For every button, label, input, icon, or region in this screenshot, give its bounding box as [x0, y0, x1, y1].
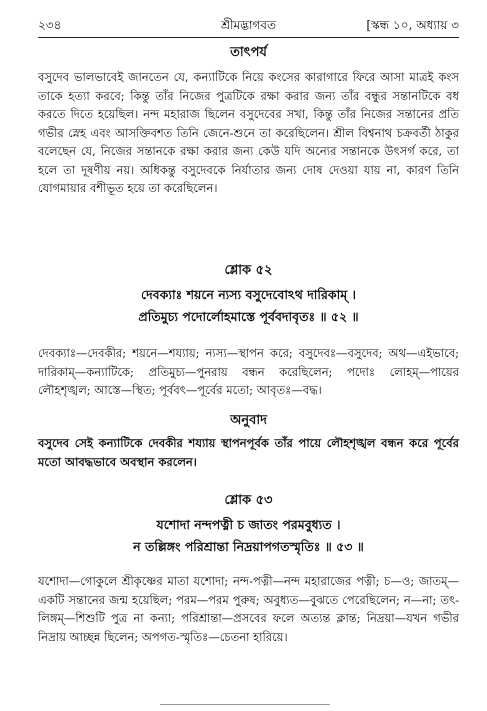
verse-53-synonyms: যশোদা—গোকুলে শ্রীকৃষ্ণের মাতা যশোদা; নন্দ-পত্নী—নন্দ মহারাজের পত্নী; চ—ও; জাতম্—একটি সন্তানের জন্ম হয়েছিল; পরম—পরম পুরুষ; অবুধ্যত—বুঝতে পেরেছিলেন; ন—না; তৎ-লিঙ্গম্—শিশুটি পুত্র না কন্যা; পরিশ্রান্তা—প্রসবের ফলে অত্যন্ত ক্লান্ত; নিদ্রয়া—যখন গভীর নিদ্রায় আচ্ছন্ন ছিলেন; অপগত-স্মৃতিঃ—চেতনা হারিয়ে। — [38, 574, 459, 644]
purport-text: বসুদেব ভালভাবেই জানতেন যে, কন্যাটিকে নিয়ে কংসের কারাগারে ফিরে আসা মাত্রই কংস তাকে হত্যা করবে; কিন্তু তাঁর নিজের পুত্রটিকে রক্ষা করার জন্য তাঁর বন্ধুর সন্তানটিকে বধ করতে দিতে হয়েছিল। নন্দ মহারাজ ছিলেন বসুদেবের সখা, কিন্তু তাঁর নিজের সন্তানের প্রতি গভীর স্নেহ এবং আসক্তিবশত তিনি জেনে-শুনে তা করেছিলেন। শ্রীল বিশ্বনাথ চক্রবর্তী ঠাকুর বলেছেন যে, নিজের সন্তানকে রক্ষা করার জন্য কেউ যদি অন্যের সন্তানকে উৎসর্গ করে, তা হলে তা দূষণীয় নয়। অধিকন্তু বসুদেবকে নির্যাতার জন্য দোষ দেওয়া যায় না, কারণ তিনি যোগমায়ার বশীভূত হয়ে তা করেছিলেন। — [38, 70, 459, 195]
purport-section — [38, 44, 459, 249]
bottom-divider — [160, 704, 330, 705]
verse-52-synonyms: দেবক্যাঃ—দেবকীর; শয়নে—শয্যায়; ন্যস্য—স্থাপন করে; বসুদেবঃ—বসুদেব; অথ—এইভাবে; দারিকাম্—কন্যাটিকে; প্রতিমুচ্য—পুনরায় বন্ধন করেছিলেন; পদোঃ লোহম্—পায়ের লৌহশৃঙ্খল; আস্তে—স্থিত; পূর্ববৎ—পূর্বের মতো; আবৃতঃ—বদ্ধ। — [38, 346, 459, 397]
verse-53-line-2: ন তল্লিঙ্গং পরিশ্রান্তা নিদ্রয়াপগতস্মৃতিঃ ॥ ৫৩ ॥ — [133, 539, 364, 554]
verse-52-heading: শ্লোক ৫২ — [224, 263, 273, 278]
page-number: ২৩৪ — [38, 18, 62, 32]
chapter-reference: [স্কন্ধ ১০, অধ্যায় ৩ — [366, 18, 459, 32]
translation-52-heading: অনুবাদ — [230, 413, 267, 428]
header-rule — [38, 37, 459, 38]
verse-52-section — [38, 262, 459, 482]
verse-53-heading: শ্লোক ৫৩ — [224, 493, 273, 508]
translation-52-text: বসুদেব সেই কন্যাটিকে দেবকীর শয্যায় স্থাপনপূর্বক তাঁর পায়ে লৌহশৃঙ্খল বন্ধন করে পূর্বের মতো আবদ্ধভাবে অবস্থান করলেন। — [38, 436, 459, 469]
verse-53-section — [38, 492, 459, 702]
book-title: শ্রীমদ্ভাগবত — [220, 18, 276, 32]
verse-52-line-2: প্রতিমুচ্য পদোর্লোহমাস্তে পূর্ববদাবৃতঃ ॥ ৫২ ॥ — [138, 309, 359, 324]
verse-53-line-1: যশোদা নন্দপত্নী চ জাতং পরমবুধ্যত । — [156, 517, 341, 532]
page-header — [38, 16, 459, 34]
verse-52-line-1: দেবক্যাঃ শয়নে ন্যস্য বসুদেবোঽথ দারিকাম্ । — [141, 287, 356, 302]
purport-heading: তাৎপর্য — [230, 45, 267, 60]
